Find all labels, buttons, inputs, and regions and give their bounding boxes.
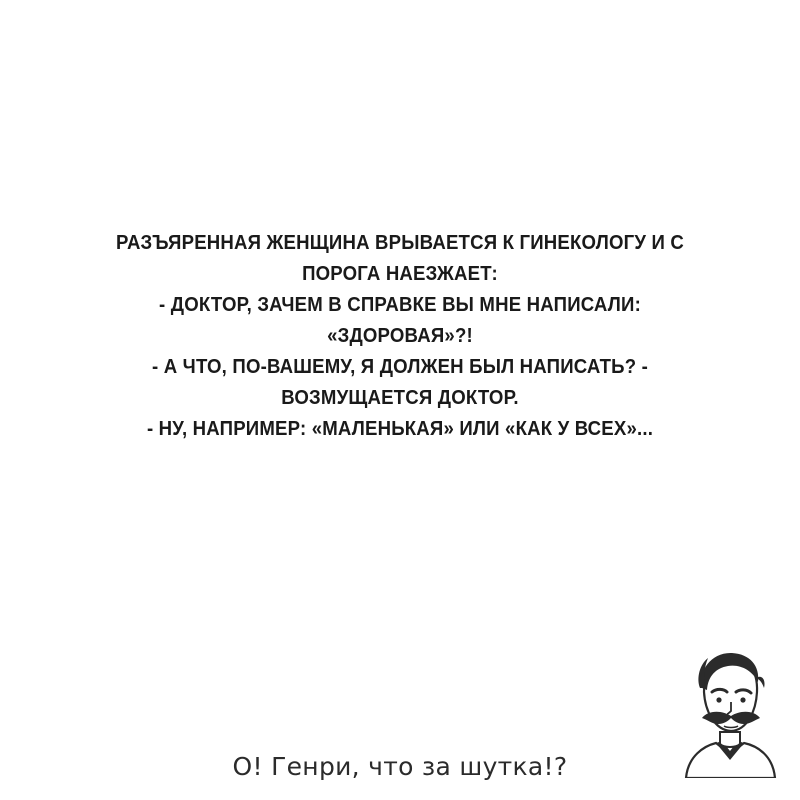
joke-line: - А ЧТО, ПО-ВАШЕМУ, Я ДОЛЖЕН БЫЛ НАПИСАТЬ? - bbox=[151, 356, 649, 378]
joke-text-block bbox=[50, 228, 750, 445]
joke-line: ВОЗМУЩАЕТСЯ ДОКТОР. bbox=[281, 387, 519, 409]
caption-text: О! Генри, что за шутка!? bbox=[232, 752, 568, 781]
joke-line: - ДОКТОР, ЗАЧЕМ В СПРАВКЕ ВЫ МНЕ НАПИСАЛИ: bbox=[159, 294, 641, 316]
joke-line: РАЗЪЯРЕННАЯ ЖЕНЩИНА ВРЫВАЕТСЯ К ГИНЕКОЛОГУ И С bbox=[115, 232, 685, 254]
joke-line: ПОРОГА НАЕЗЖАЕТ: bbox=[302, 263, 498, 285]
joke-line: - НУ, НАПРИМЕР: «МАЛЕНЬКАЯ» ИЛИ «КАК У ВСЕХ»... bbox=[146, 418, 654, 440]
mustached-man-portrait-icon bbox=[678, 648, 782, 778]
joke-line: «ЗДОРОВАЯ»?! bbox=[327, 325, 473, 347]
